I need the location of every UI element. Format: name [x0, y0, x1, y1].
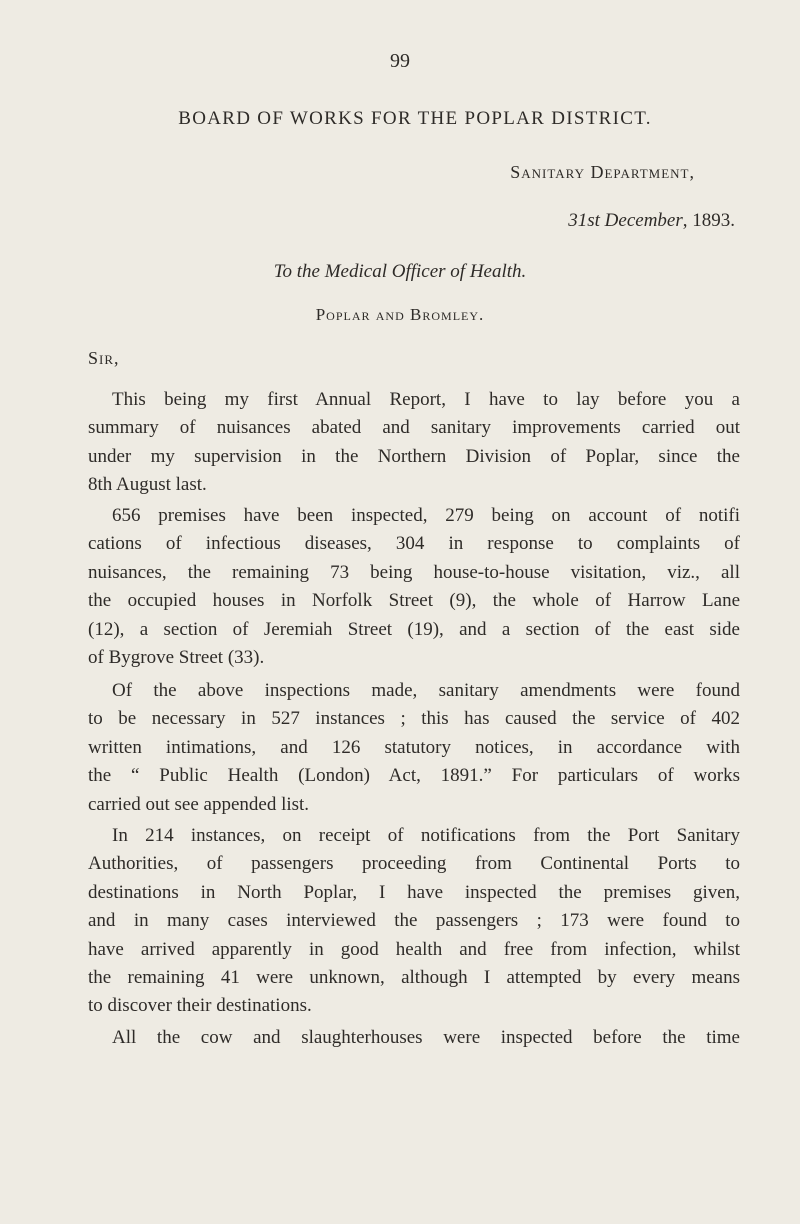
text-line: to be necessary in 527 instances ; this has caused the service of 402	[88, 708, 740, 730]
text-line: summary of nuisances abated and sanitary improvements carried out	[88, 417, 740, 439]
text-line: written intimations, and 126 statutory notices, in accordance with	[88, 736, 740, 758]
text-line: have arrived apparently in good health and free from infection, whilst	[88, 938, 740, 960]
date-line	[568, 210, 735, 232]
text-line: Authorities, of passengers proceeding from Continental Ports to	[88, 853, 740, 875]
text-line: the remaining 41 were unknown, although I attempted by every means	[88, 967, 740, 989]
text-line: All the cow and slaughterhouses were inspected before the time	[112, 1027, 740, 1048]
text-line: cations of infectious diseases, 304 in response to complaints of	[88, 533, 740, 555]
date-ordinal: st	[587, 210, 600, 231]
text-line: and in many cases interviewed the passengers ; 173 were found to	[88, 910, 740, 932]
text-line: the occupied houses in Norfolk Street (9), the whole of Harrow Lane	[88, 590, 740, 612]
page-number: 99	[390, 50, 410, 72]
text-line: This being my first Annual Report, I have to lay before you a	[112, 389, 740, 410]
report-heading: BOARD OF WORKS FOR THE POPLAR DISTRICT.	[178, 108, 652, 129]
salutation: Sir,	[88, 348, 120, 368]
text-line: Of the above inspections made, sanitary amendments were found	[112, 680, 740, 701]
date-month: December	[604, 210, 683, 231]
date-year: , 1893.	[682, 210, 735, 231]
paragraph-3	[88, 677, 740, 819]
text-line: of Bygrove Street (33).	[88, 647, 265, 669]
text-line: to discover their destinations.	[88, 995, 312, 1017]
text-line: (12), a section of Jeremiah Street (19), and a section of the east side	[88, 618, 740, 640]
text-line: the “ Public Health (London) Act, 1891.” For particulars of works	[88, 765, 740, 787]
district-line: Poplar and Bromley.	[315, 305, 485, 324]
paragraph-4	[88, 822, 740, 1021]
text-line: carried out see appended list.	[88, 793, 310, 815]
addressee-line: To the Medical Officer of Health.	[273, 261, 527, 282]
paragraph-1	[88, 386, 740, 500]
paragraph-5	[88, 1024, 740, 1052]
text-line: In 214 instances, on receipt of notifications from the Port Sanitary	[112, 825, 740, 846]
date-day: 31	[568, 210, 588, 231]
text-line: under my supervision in the Northern Division of Poplar, since the	[88, 445, 740, 467]
text-line: destinations in North Poplar, I have inspected the premises given,	[88, 881, 740, 903]
department-line: Sanitary Department,	[510, 162, 695, 182]
paragraph-2	[88, 502, 740, 672]
text-line: 8th August last.	[88, 474, 207, 496]
text-line: nuisances, the remaining 73 being house-to-house visitation, viz., all	[88, 561, 740, 583]
text-line: 656 premises have been inspected, 279 being on account of notifi	[112, 505, 740, 526]
